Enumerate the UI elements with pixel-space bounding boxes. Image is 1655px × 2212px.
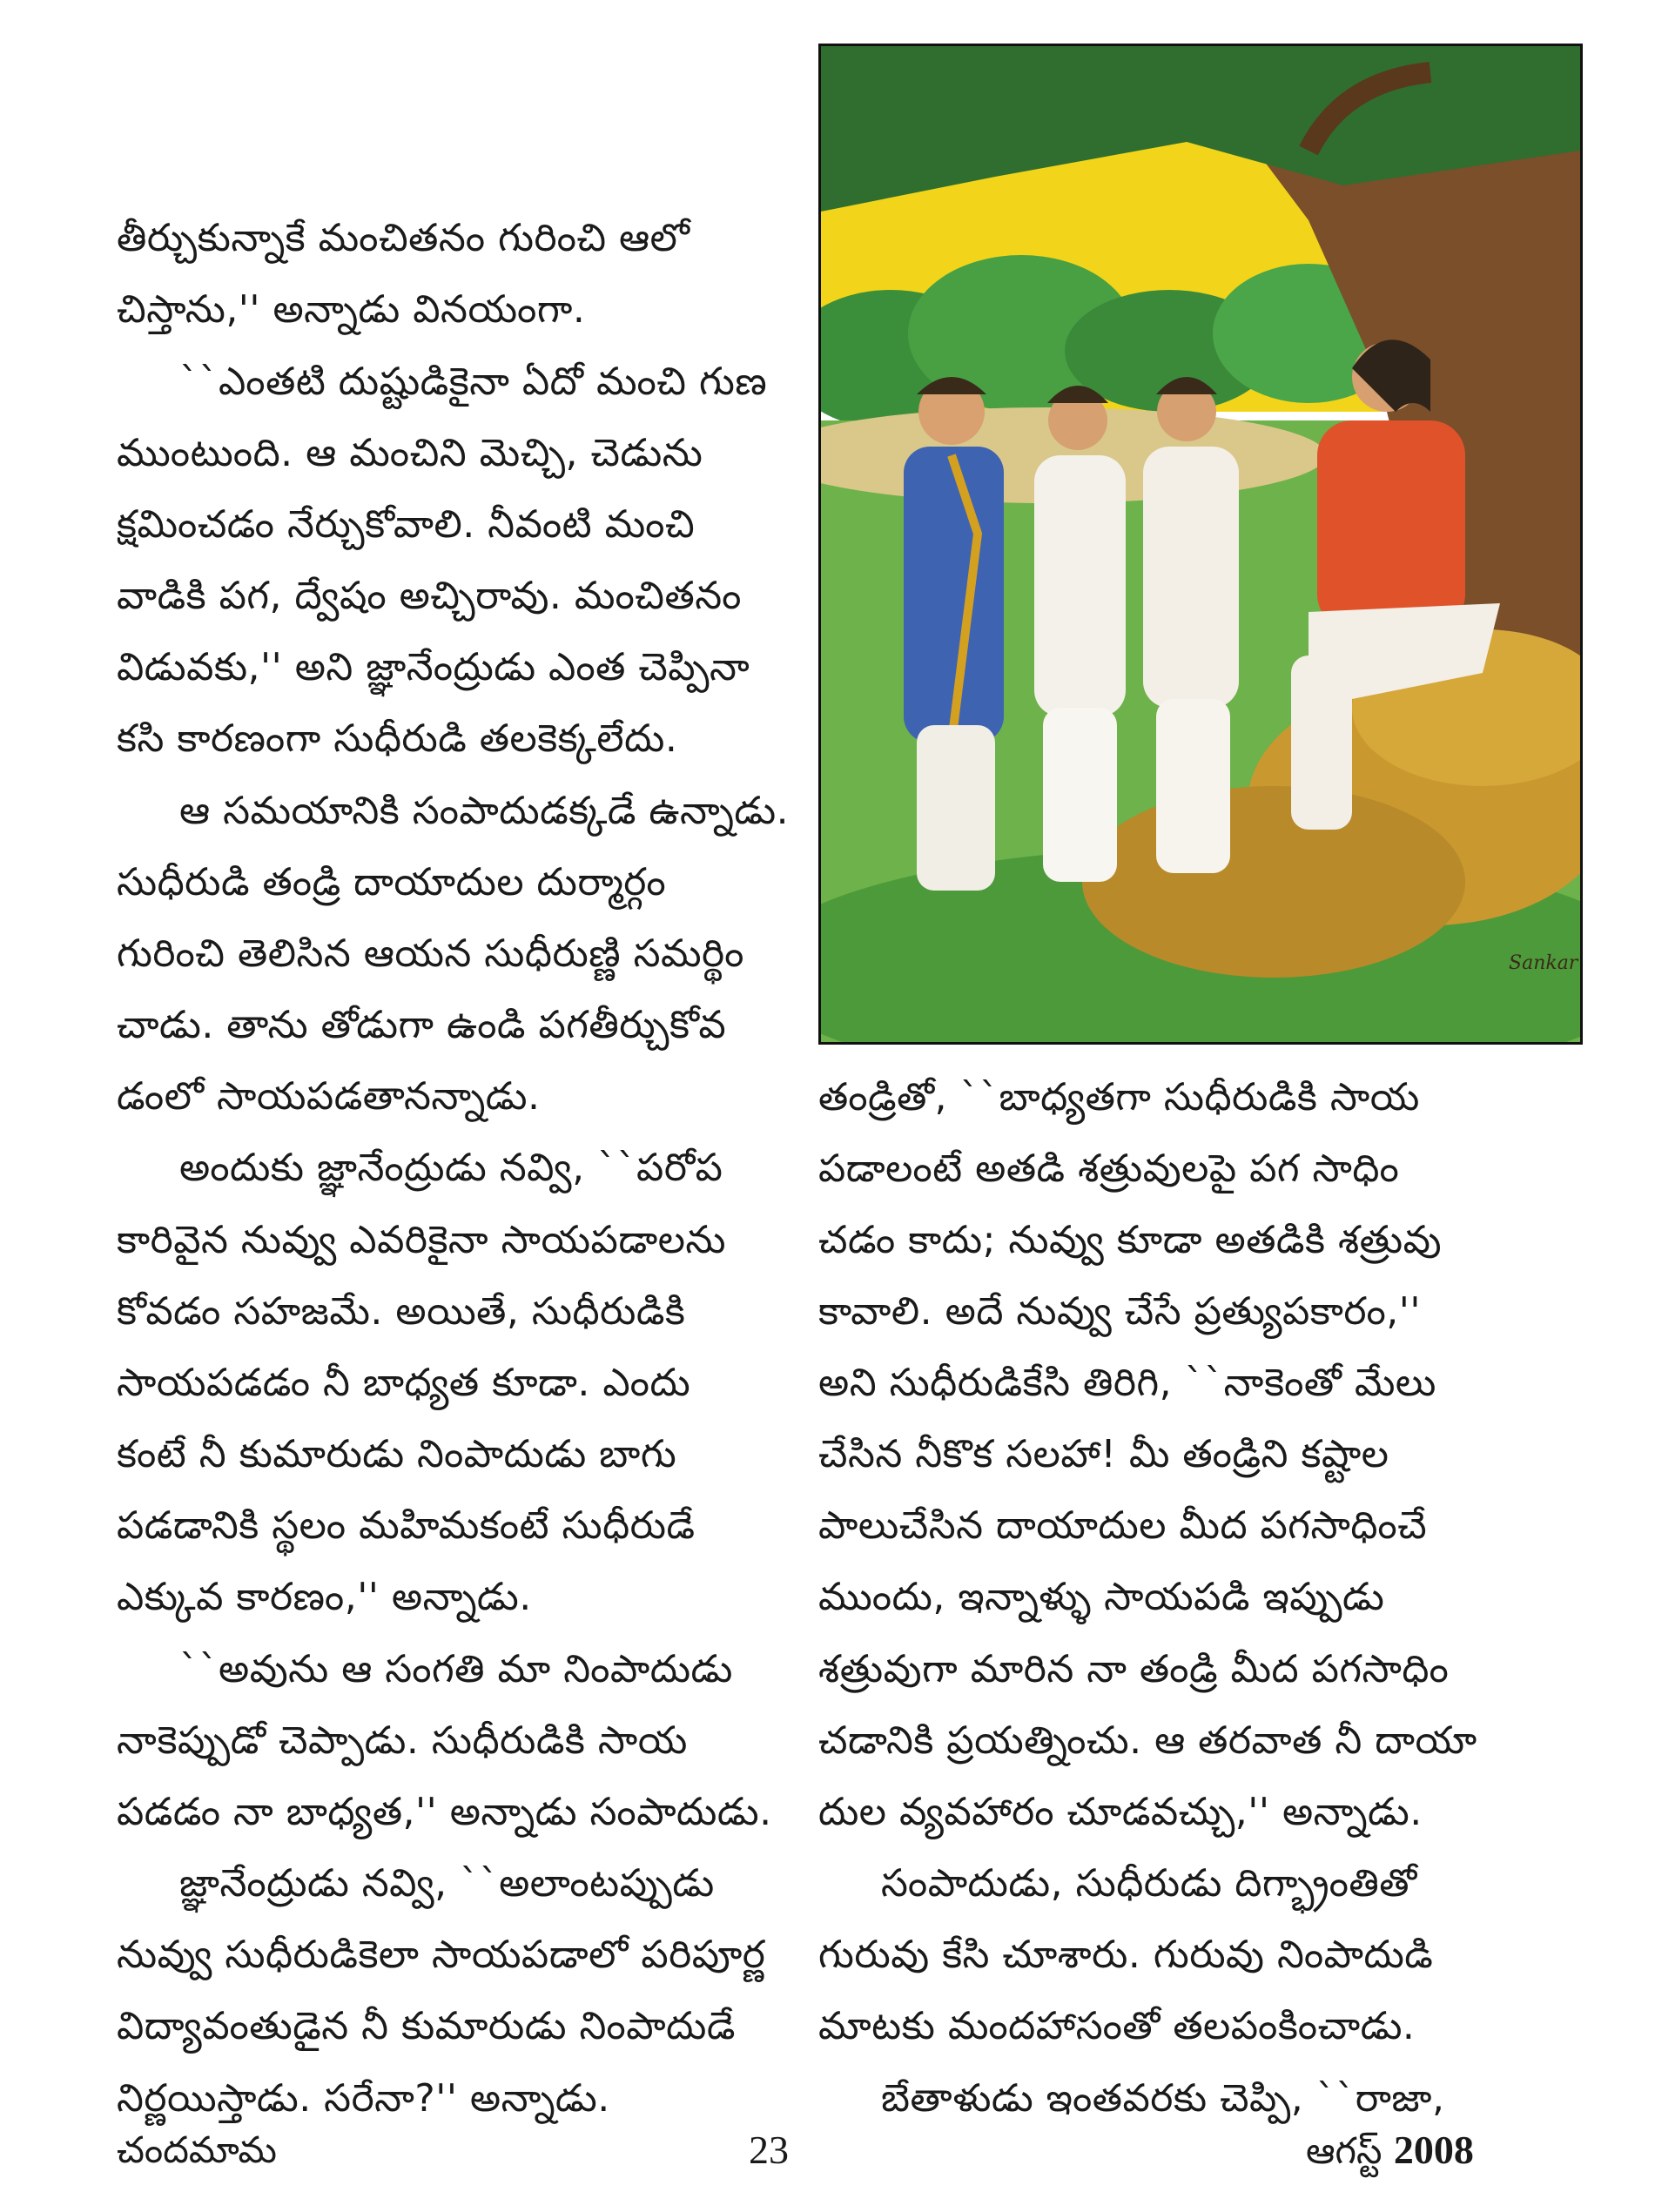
text-line: పడాలంటే అతడి శత్రువులపై పగ సాధిం [818, 1146, 1400, 1191]
text-line: విద్యావంతుడైన నీ కుమారుడు నింపాదుడే [117, 2004, 736, 2048]
text-line: నువ్వు సుధీరుడికెలా సాయపడాలో పరిపూర్ణ [117, 1933, 766, 1977]
artist-signature: Sankar [1509, 952, 1578, 974]
text-line: సుధీరుడి తండ్రి దాయాదుల దుర్మార్గం [117, 860, 667, 904]
text-line: నాకెప్పుడో చెప్పాడు. సుధీరుడికి సాయ [117, 1718, 688, 1763]
text-line: మాటకు మందహాసంతో తలపంకించాడు. [818, 2004, 1416, 2048]
figure-blue-robe [904, 377, 1004, 891]
issue-date [1306, 2124, 1474, 2177]
text-line: తండ్రితో, ``బాధ్యతగా సుధీరుడికి సాయ [818, 1075, 1420, 1119]
text-line: వాడికి పగ, ద్వేషం అచ్చిరావు. మంచితనం [117, 574, 742, 618]
text-line: కోవడం సహజమే. అయితే, సుధీరుడికి [117, 1289, 686, 1334]
text-line: సాయపడడం నీ బాధ్యత కూడా. ఎందు [117, 1361, 691, 1405]
text-line: ఆ సమయానికి సంపాదుడక్కడే ఉన్నాడు. [179, 789, 790, 833]
text-line: సంపాదుడు, సుధీరుడు దిగ్భ్రాంతితో [881, 1861, 1417, 1906]
text-line: నిర్ణయిస్తాడు. సరేనా?'' అన్నాడు. [117, 2076, 610, 2121]
text-line: చాడు. తాను తోడుగా ఉండి పగతీర్చుకోవ [117, 1003, 727, 1047]
text-line: కావాలి. అదే నువ్వు చేసే ప్రత్యుపకారం,'' [818, 1289, 1421, 1334]
text-line: ``అవును ఆ సంగతి మా నింపాదుడు [179, 1647, 733, 1691]
issue-month: ఆగస్ట్ [1306, 2129, 1383, 2172]
text-line: పాలుచేసిన దాయాదుల మీద పగసాధించే [818, 1503, 1428, 1548]
text-line: గురువు కేసి చూశారు. గురువు నింపాదుడి [818, 1933, 1434, 1977]
figure-white-kurta-1 [1034, 386, 1126, 882]
text-line: ఎక్కువ కారణం,'' అన్నాడు. [117, 1575, 532, 1619]
text-line: అందుకు జ్ఞానేంద్రుడు నవ్వి, ``పరోప [179, 1146, 723, 1190]
text-line: గురించి తెలిసిన ఆయన సుధీరుణ్ణి సమర్థిం [117, 931, 744, 976]
text-line: కసి కారణంగా సుధీరుడి తలకెక్కలేదు. [117, 716, 678, 761]
text-line: దుల వ్యవహారం చూడవచ్చు,'' అన్నాడు. [818, 1790, 1423, 1834]
text-line: అని సుధీరుడికేసి తిరిగి, ``నాకెంతో మేలు [818, 1361, 1436, 1405]
story-illustration [818, 44, 1583, 1045]
text-line: తీర్చుకున్నాకే మంచితనం గురించి ఆలో [117, 216, 690, 260]
text-line: చేసిన నీకొక సలహా! మీ తండ్రిని కష్టాల [818, 1432, 1389, 1476]
magazine-name: చందమామ [117, 2128, 277, 2171]
text-line: ``ఎంతటి దుష్టుడికైనా ఏదో మంచి గుణ [179, 360, 768, 404]
text-line: పడడం నా బాధ్యత,'' అన్నాడు సంపాదుడు. [117, 1790, 772, 1834]
text-line: ముంటుంది. ఆ మంచిని మెచ్చి, చెడును [117, 431, 703, 475]
text-line: శత్రువుగా మారిన నా తండ్రి మీద పగసాధిం [818, 1647, 1450, 1691]
text-line: కంటే నీ కుమారుడు నింపాదుడు బాగు [117, 1432, 677, 1476]
text-line: చడం కాదు; నువ్వు కూడా అతడికి శత్రువు [818, 1218, 1443, 1262]
text-line: డంలో సాయపడతానన్నాడు. [117, 1074, 541, 1119]
text-line: చడానికి ప్రయత్నించు. ఆ తరవాత నీ దాయా [818, 1718, 1477, 1763]
text-line: క్షమించడం నేర్చుకోవాలి. నీవంటి మంచి [117, 502, 696, 547]
text-line: చిస్తాను,'' అన్నాడు వినయంగా. [117, 287, 586, 332]
text-line: విడువకు,'' అని జ్ఞానేంద్రుడు ఎంత చెప్పినా [117, 645, 750, 689]
figure-white-kurta-2 [1143, 377, 1239, 873]
text-line: బేతాళుడు ఇంతవరకు చెప్పి, ``రాజా, [881, 2076, 1445, 2121]
text-line: ముందు, ఇన్నాళ్ళు సాయపడి ఇప్పుడు [818, 1575, 1385, 1619]
issue-year: 2008 [1393, 2128, 1474, 2172]
text-line: కారివైన నువ్వు ఎవరికైనా సాయపడాలను [117, 1218, 727, 1262]
text-line: జ్ఞానేంద్రుడు నవ్వి, ``అలాంటప్పుడు [179, 1861, 715, 1906]
page-number: 23 [749, 2128, 789, 2172]
text-line: పడడానికి స్థలం మహిమకంటే సుధీరుడే [117, 1503, 696, 1548]
illustration-scene [821, 46, 1580, 1042]
